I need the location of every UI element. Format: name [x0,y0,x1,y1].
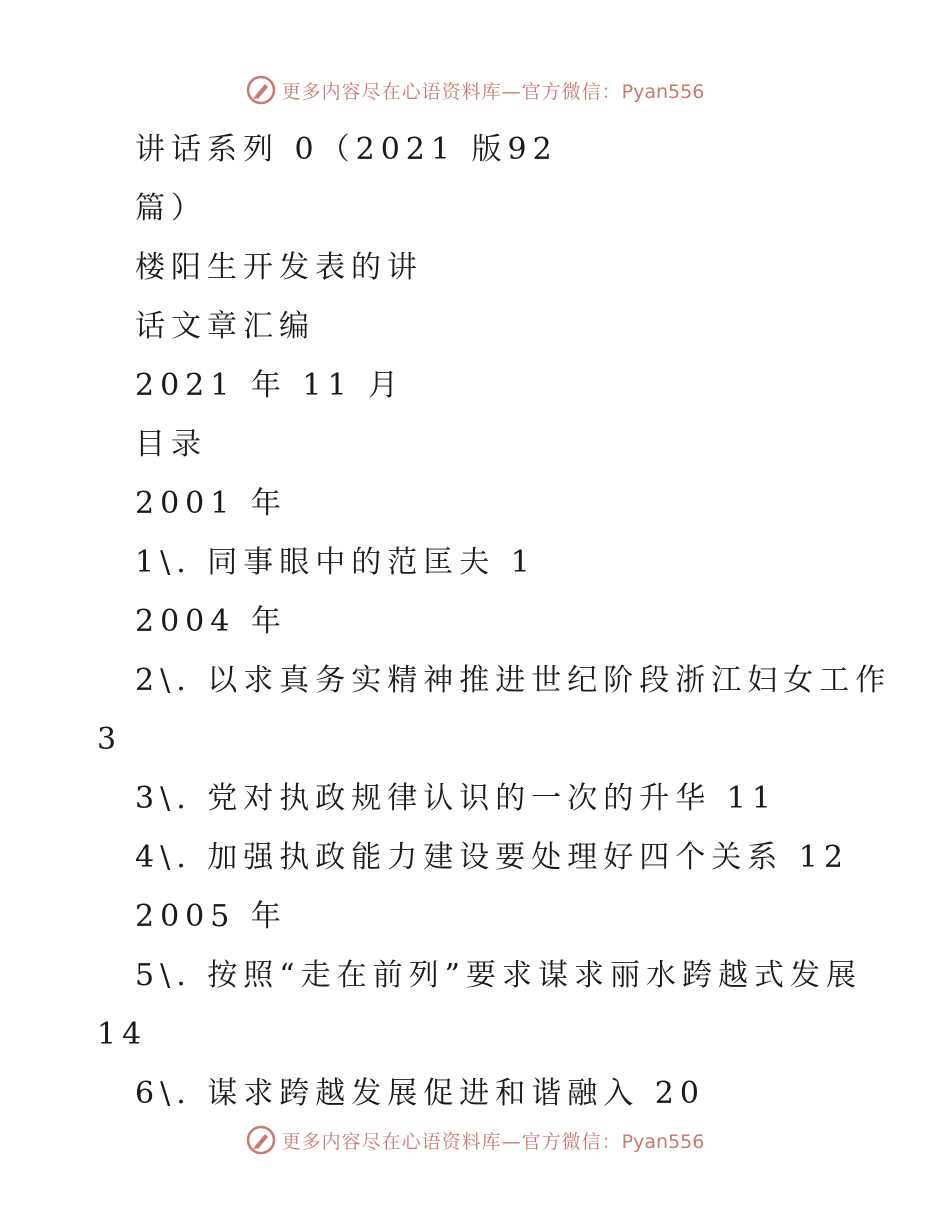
header-watermark [0,70,950,110]
text-line: 楼阳生开发表的讲 [135,250,423,285]
toc-entry: 6\. 谋求跨越发展促进和谐融入 20 [135,1076,705,1111]
toc-entry: 5\. 按照“走在前列”要求谋求丽水跨越式发展 [135,958,862,993]
toc-entry: 3\. 党对执政规律认识的一次的升华 11 [135,781,777,816]
pen-logo-icon [246,75,276,105]
text-line: 2021 年 11 月 [135,368,405,403]
text-line: 篇） [135,191,207,226]
year-heading: 2005 年 [135,899,287,934]
text-line: 目录 [135,427,207,462]
toc-entry: 2\. 以求真务实精神推进世纪阶段浙江妇女工作 [135,663,892,698]
pen-logo-icon [246,1125,276,1155]
document-body [0,120,950,1123]
toc-page-number: 3 [97,722,123,757]
toc-page-number: 14 [97,1017,148,1052]
watermark-text: 更多内容尽在心语资料库—官方微信：Pyan556 [281,80,705,103]
text-line: 讲话系列 0（2021 版92 [135,132,558,167]
year-heading: 2004 年 [135,604,287,639]
toc-entry: 4\. 加强执政能力建设要处理好四个关系 12 [135,840,849,875]
text-line: 话文章汇编 [135,309,315,344]
year-heading: 2001 年 [135,486,287,521]
toc-entry: 1\. 同事眼中的范匡夫 1 [135,545,536,580]
footer-watermark [0,1120,950,1160]
watermark-text: 更多内容尽在心语资料库—官方微信：Pyan556 [281,1130,705,1153]
